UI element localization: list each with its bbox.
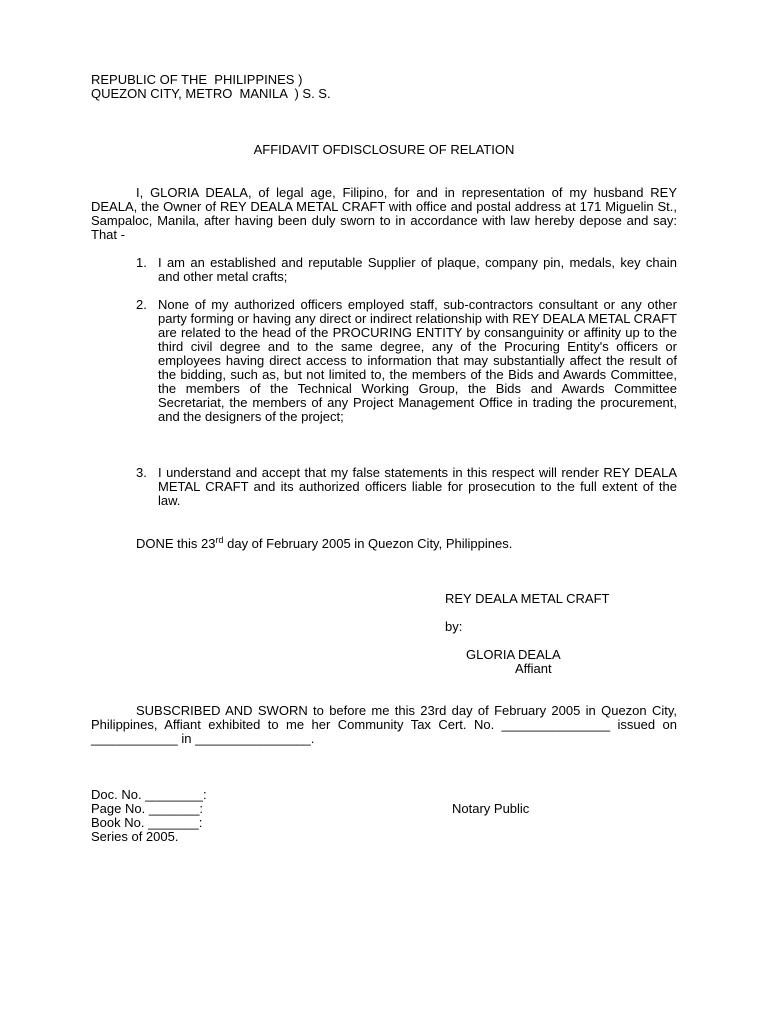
signature-by: by:	[445, 619, 463, 634]
caption-line-republic: REPUBLIC OF THE PHILIPPINES )	[91, 72, 303, 87]
registry-book-no: Book No. _______:	[91, 815, 203, 830]
done-statement	[136, 537, 677, 551]
registry-page-no: Page No. _______:	[91, 801, 204, 816]
done-ordinal-suffix: rd	[215, 535, 224, 545]
list-item-number: 1.	[136, 255, 147, 270]
list-item-text: None of my authorized officers employed staff, sub-contractors consultant or any other party forming or having any direct or indirect relationship with REY DEALA METAL CRAFT are related to the head of the PROCURING ENTITY by consanguinity or affinity up to the third civil degree and to the same degree, any of the Procuring Entity's officers or employees having direct access to information that may substantially affect the result of the bidding, such as, but not limited to, the members of the Bids and Awards Committee, the members of the Technical Working Group, the Bids and Awards Committee Secretariat, the members of any Project Management Office in trading the procurement, and the designers of the project;	[158, 297, 677, 424]
notary-public-label: Notary Public	[452, 801, 530, 816]
done-rest: day of February 2005 in Quezon City, Philippines.	[223, 536, 513, 551]
signature-company: REY DEALA METAL CRAFT	[445, 591, 610, 606]
done-prefix: DONE this 23	[136, 536, 216, 551]
document-title: AFFIDAVIT OFDISCLOSURE OF RELATION	[253, 142, 515, 157]
registry-series: Series of 2005.	[91, 829, 179, 844]
registry-doc-no: Doc. No. ________:	[91, 787, 207, 802]
caption-line-city: QUEZON CITY, METRO MANILA ) S. S.	[91, 86, 331, 101]
list-item-number: 3.	[136, 465, 147, 480]
list-item-number: 2.	[136, 297, 147, 312]
signature-role: Affiant	[515, 661, 552, 676]
signature-name: GLORIA DEALA	[466, 647, 561, 662]
list-item	[136, 298, 677, 424]
list-item	[136, 256, 677, 284]
list-item-text: I am an established and reputable Supplier of plaque, company pin, medals, key chain and other metal crafts;	[158, 255, 677, 284]
jurat-paragraph: SUBSCRIBED AND SWORN to before me this 23rd day of February 2005 in Quezon City, Philippines, Affiant exhibited to me her Community Tax Cert. No. _______________ issued on ____________ in ________________.	[91, 703, 677, 746]
notarial-registry	[91, 788, 291, 844]
intro-paragraph: I, GLORIA DEALA, of legal age, Filipino, for and in representation of my husband REY DEALA, the Owner of REY DEALA METAL CRAFT with office and postal address at 171 Miguelin St., Sampaloc, Manila, after having been duly sworn to in accordance with law hereby depose and say: That -	[91, 185, 677, 242]
list-item	[136, 466, 677, 508]
list-item-text: I understand and accept that my false statements in this respect will render REY DEALA METAL CRAFT and its authorized officers liable for prosecution to the full extent of the law.	[158, 465, 677, 508]
venue-caption	[91, 73, 511, 101]
